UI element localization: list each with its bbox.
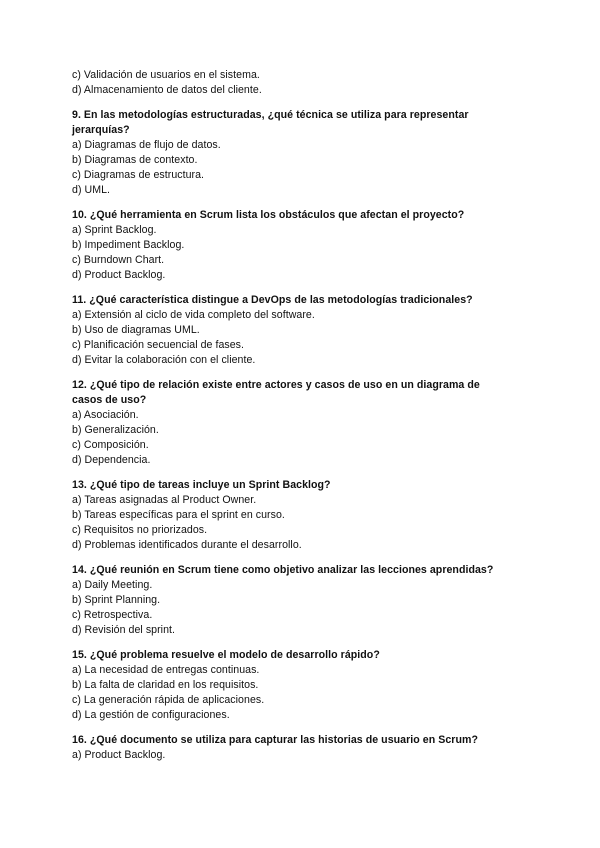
option-line: c) Composición.: [72, 439, 149, 451]
option-line: d) Dependencia.: [72, 454, 151, 466]
question-title: 10. ¿Qué herramienta en Scrum lista los obstáculos que afectan el proyecto?: [72, 209, 465, 221]
option-line: c) Requisitos no priorizados.: [72, 524, 208, 536]
option-line: a) Product Backlog.: [72, 749, 166, 761]
option-line: d) La gestión de configuraciones.: [72, 709, 230, 721]
question-title: 9. En las metodologías estructuradas, ¿qué técnica se utiliza para representar: [72, 109, 469, 121]
option-line: c) Burndown Chart.: [72, 254, 165, 266]
option-line: c) Validación de usuarios en el sistema.: [72, 69, 260, 81]
question-block: [72, 478, 542, 553]
question-block: [72, 563, 542, 638]
question-title: 13. ¿Qué tipo de tareas incluye un Sprint Backlog?: [72, 479, 331, 491]
option-line: c) Diagramas de estructura.: [72, 169, 205, 181]
question-title: casos de uso?: [72, 394, 147, 406]
question-title: 16. ¿Qué documento se utiliza para capturar las historias de usuario en Scrum?: [72, 734, 478, 746]
option-line: b) Diagramas de contexto.: [72, 154, 198, 166]
option-line: d) Product Backlog.: [72, 269, 166, 281]
option-line: d) UML.: [72, 184, 111, 196]
question-block: [72, 208, 542, 283]
option-line: b) La falta de claridad en los requisitos.: [72, 679, 259, 691]
option-line: d) Revisión del sprint.: [72, 624, 176, 636]
option-line: b) Impediment Backlog.: [72, 239, 185, 251]
option-line: c) Planificación secuencial de fases.: [72, 339, 245, 351]
option-line: a) Sprint Backlog.: [72, 224, 157, 236]
question-title: 12. ¿Qué tipo de relación existe entre actores y casos de uso en un diagrama de: [72, 379, 480, 391]
option-line: d) Problemas identificados durante el desarrollo.: [72, 539, 302, 551]
option-line: b) Uso de diagramas UML.: [72, 324, 200, 336]
option-line: b) Sprint Planning.: [72, 594, 161, 606]
question-title: 15. ¿Qué problema resuelve el modelo de desarrollo rápido?: [72, 649, 380, 661]
option-line: a) Tareas asignadas al Product Owner.: [72, 494, 257, 506]
preface-options: [72, 68, 542, 98]
option-line: c) Retrospectiva.: [72, 609, 153, 621]
question-block: [72, 108, 542, 198]
document-page: [72, 68, 542, 763]
option-line: a) Daily Meeting.: [72, 579, 153, 591]
question-title: 11. ¿Qué característica distingue a DevOps de las metodologías tradicionales?: [72, 294, 473, 306]
option-line: b) Tareas específicas para el sprint en curso.: [72, 509, 285, 521]
option-line: b) Generalización.: [72, 424, 159, 436]
option-line: a) La necesidad de entregas continuas.: [72, 664, 260, 676]
question-block: [72, 378, 542, 468]
option-line: a) Diagramas de flujo de datos.: [72, 139, 221, 151]
option-line: a) Asociación.: [72, 409, 139, 421]
question-block: [72, 733, 542, 763]
option-line: a) Extensión al ciclo de vida completo del software.: [72, 309, 315, 321]
question-block: [72, 293, 542, 368]
question-title: jerarquías?: [72, 124, 130, 136]
option-line: c) La generación rápida de aplicaciones.: [72, 694, 265, 706]
question-block: [72, 648, 542, 723]
question-title: 14. ¿Qué reunión en Scrum tiene como objetivo analizar las lecciones aprendidas?: [72, 564, 494, 576]
option-line: d) Almacenamiento de datos del cliente.: [72, 84, 262, 96]
option-line: d) Evitar la colaboración con el cliente.: [72, 354, 256, 366]
